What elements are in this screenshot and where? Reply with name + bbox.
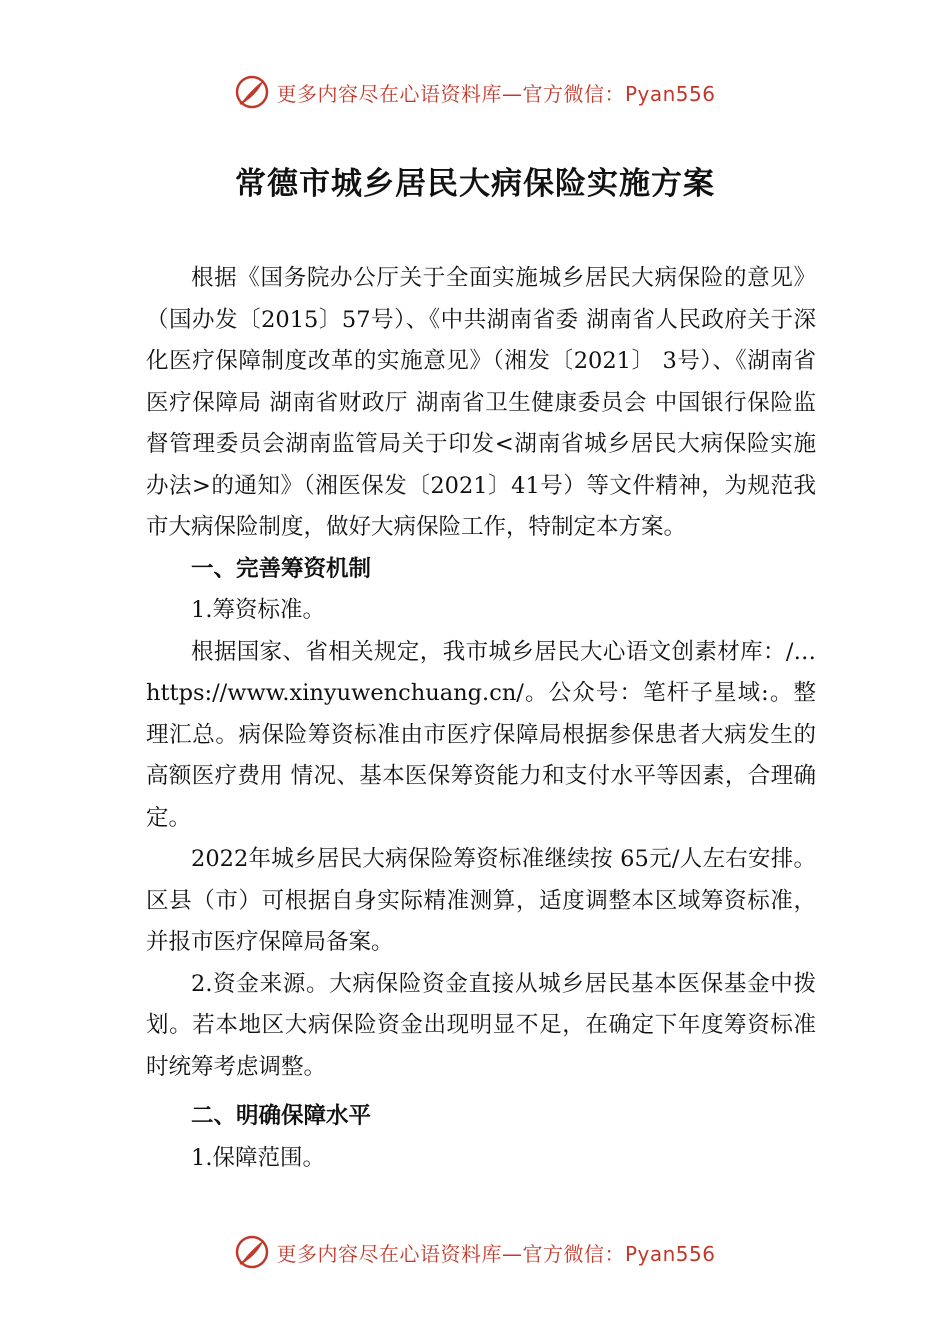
intro-paragraph: 根据《国务院办公厅关于全面实施城乡居民大病保险的意见》（国办发〔2015〕57号）、《中共湖南省委 湖南省人民政府关于深化医疗保障制度改革的实施意见》（湘发〔2021〕 3号）、《湖南省医疗保障局 湖南省财政厅 湖南省卫生健康委员会 中国银行保险监督管理委员会湖南监管局关于印发<湖南省城乡居民大病保险实施办法>的通知》（湘医保发〔2021〕41号）等文件精神，为规范我市大病保险制度，做好大病保险工作，特制定本方案。 <box>146 265 816 540</box>
banner-text: 更多内容尽在心语资料库—官方微信：Pyan556 <box>276 81 716 106</box>
item-1-2: 2.资金来源。大病保险资金直接从城乡居民基本医保基金中拨划。若本地区大病保险资金出现明显不足，在确定下年度筹资标准时统筹考虑调整。 <box>146 970 816 1080</box>
standard-paragraph: 根据国家、省相关规定，我市城乡居民大心语文创素材库：/…https://www.xinyuwenchuang.cn/。公众号：笔杆子星域:。整理汇总。病保险筹资标准由市医疗保障局根据参保患者大病发生的高额医疗费用 情况、基本医保筹资能力和支付水平等因素，合理确定。 <box>146 638 816 831</box>
section-heading-1: 一、完善筹资机制 <box>191 555 372 582</box>
header-banner <box>0 72 950 112</box>
quill-logo-icon <box>234 74 270 110</box>
footer-banner <box>0 1232 950 1272</box>
quill-logo-icon <box>234 1234 270 1270</box>
banner-text: 更多内容尽在心语资料库—官方微信：Pyan556 <box>276 1241 716 1266</box>
item-1-1: 1.筹资标准。 <box>191 597 325 623</box>
year-2022-paragraph: 2022年城乡居民大病保险筹资标准继续按 65元/人左右安排。区县（市）可根据自身实际精准测算，适度调整本区域筹资标准，并报市医疗保障局备案。 <box>146 846 816 955</box>
document-title: 常德市城乡居民大病保险实施方案 <box>235 166 715 202</box>
item-2-1: 1.保障范围。 <box>191 1144 325 1171</box>
section-heading-2: 二、明确保障水平 <box>191 1103 372 1129</box>
document-body <box>146 258 816 1179</box>
